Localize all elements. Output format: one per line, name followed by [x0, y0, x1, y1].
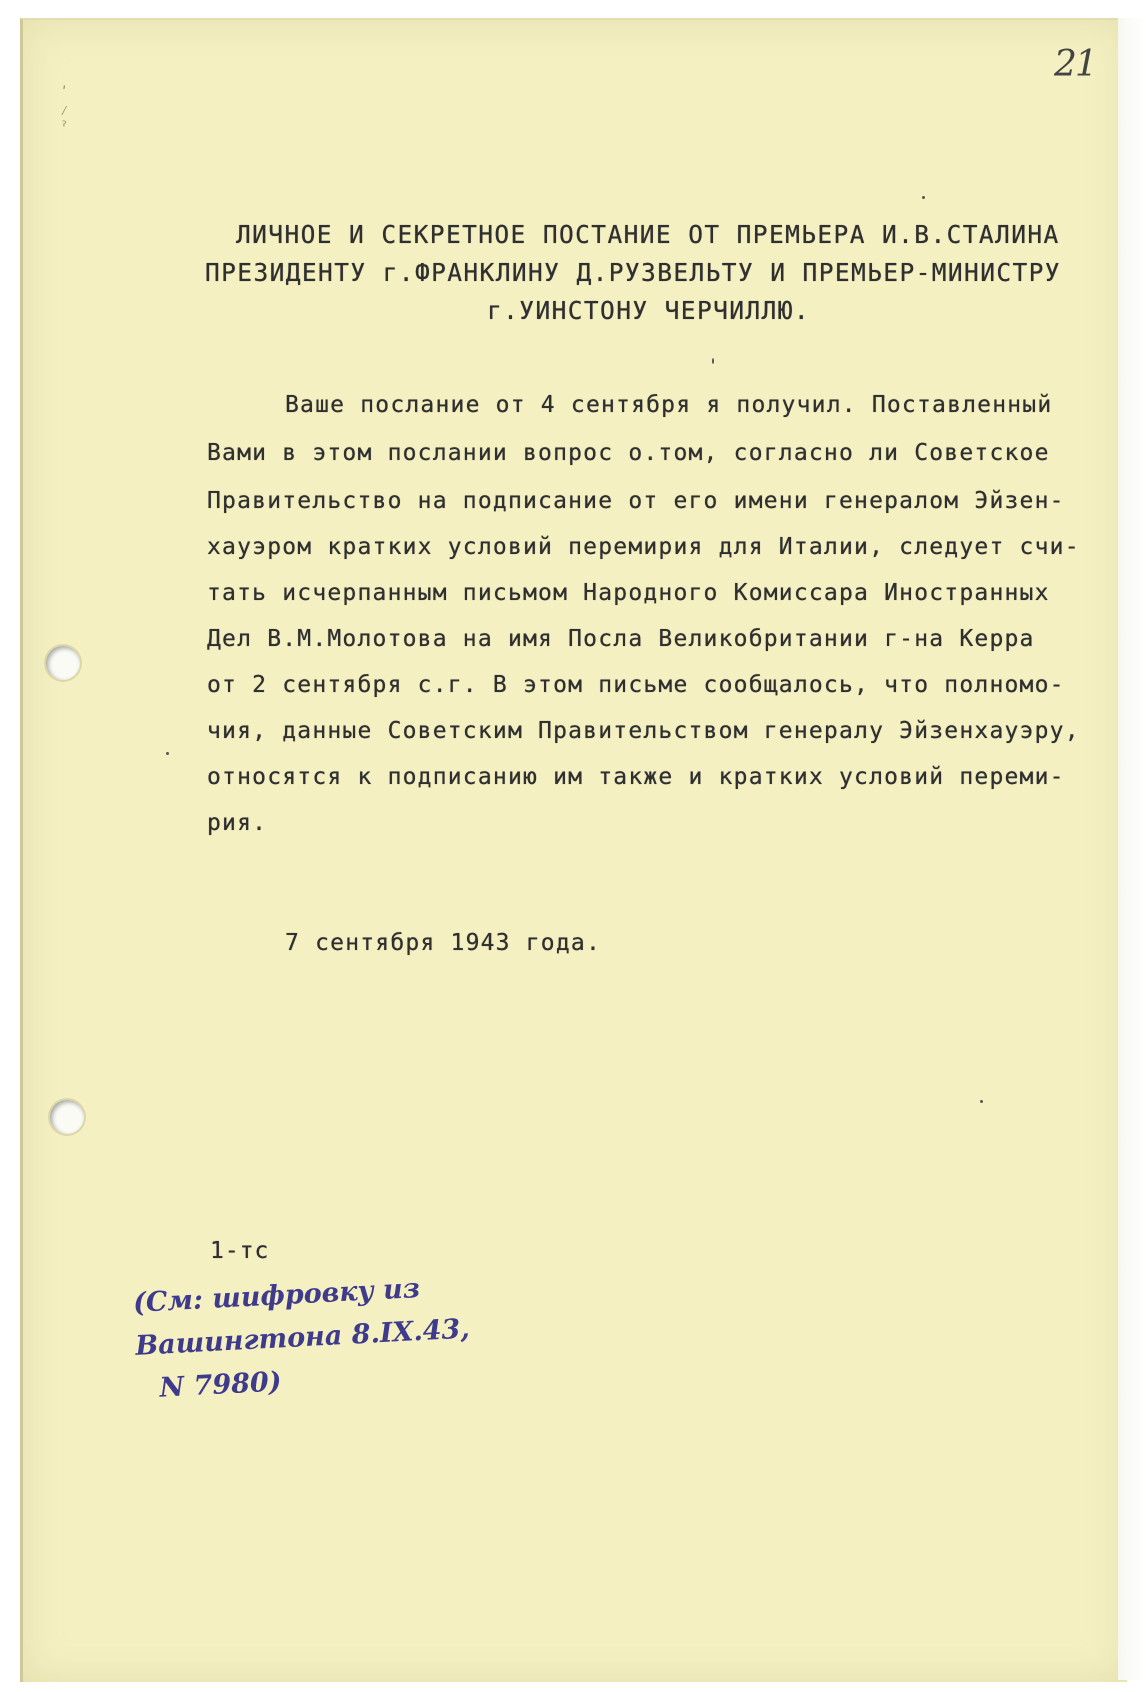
- handwritten-note-line: (См: шифровку из: [132, 1272, 421, 1319]
- handwritten-note-line: N 7980): [158, 1366, 283, 1404]
- body-line: чия, данные Советским Правительством генералу Эйзенхауэру,: [207, 718, 1080, 744]
- punch-hole: [46, 646, 80, 680]
- paper-speck: [166, 752, 169, 755]
- paper-speck: [922, 196, 925, 199]
- margin-pencil-mark: ʹ ⁄ ˀ: [60, 85, 69, 137]
- body-line: Ваше послание от 4 сентября я получил. Поставленный: [285, 392, 1053, 418]
- body-line: рия.: [207, 810, 268, 836]
- body-line: Вами в этом послании вопрос о.том, согласно ли Советское: [207, 440, 1050, 466]
- body-line: хауэром кратких условий перемирия для Италии, следует счи-: [207, 534, 1080, 560]
- title-line-2: ПРЕЗИДЕНТУ г.ФРАНКЛИНУ Д.РУЗВЕЛЬТУ И ПРЕМЬЕР-МИНИСТРУ: [205, 258, 1061, 287]
- body-line: тать исчерпанным письмом Народного Комиссара Иностранных: [207, 580, 1050, 606]
- page-edge: [1118, 18, 1146, 1680]
- body-line: от 2 сентября с.г. В этом письме сообщалось, что полномо-: [207, 672, 1065, 698]
- punch-hole: [50, 1100, 84, 1134]
- title-line-1: ЛИЧНОЕ И СЕКРЕТНОЕ ПОСТАНИЕ ОТ ПРЕМЬЕРА И.В.СТАЛИНА: [236, 220, 1060, 249]
- body-line: относятся к подписанию им также и кратких условий переми-: [207, 764, 1065, 790]
- body-line: Дел В.М.Молотова на имя Посла Великобритании г-на Керра: [207, 626, 1035, 652]
- handwritten-note: [132, 1264, 478, 1412]
- paper-speck: [980, 1100, 983, 1103]
- body-line: Правительство на подписание от его имени генералом Эйзен-: [207, 488, 1065, 514]
- paper-speck: [712, 358, 714, 364]
- title-line-3: г.УИНСТОНУ ЧЕРЧИЛЛЮ.: [487, 296, 811, 325]
- reference-code: 1-тс: [210, 1238, 270, 1264]
- document-date: 7 сентября 1943 года.: [285, 930, 601, 956]
- handwritten-note-line: Вашингтона 8.IX.43,: [134, 1313, 471, 1362]
- page-number: 21: [1054, 44, 1096, 85]
